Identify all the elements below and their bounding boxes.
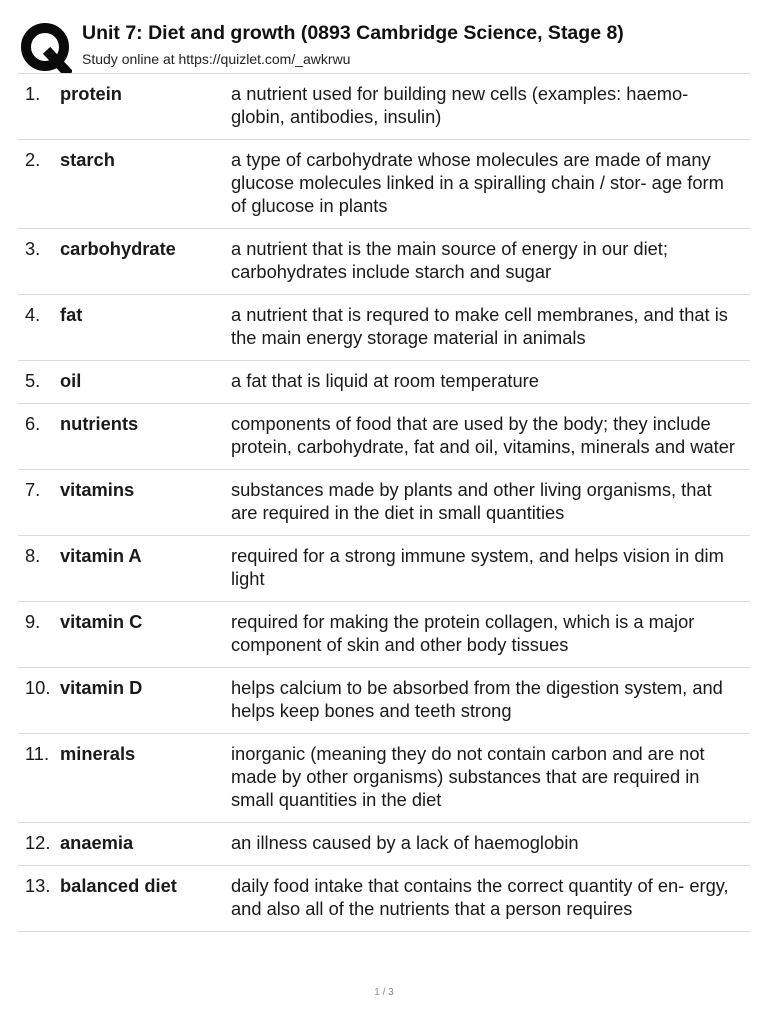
term-definition: substances made by plants and other living organisms, that are required in the diet in small quantities: [231, 479, 712, 523]
term-number: 7.: [25, 479, 41, 500]
term-word: minerals: [60, 743, 136, 764]
term-definition: required for a strong immune system, and helps vision in dim light: [231, 545, 724, 589]
term-number: 8.: [25, 545, 41, 566]
term-number: 9.: [25, 611, 41, 632]
page-title: Unit 7: Diet and growth (0893 Cambridge Science, Stage 8): [82, 22, 624, 44]
term-number: 4.: [25, 304, 41, 325]
term-row: [18, 361, 750, 404]
term-word: nutrients: [60, 413, 139, 434]
term-definition: an illness caused by a lack of haemoglobin: [231, 832, 579, 853]
term-row: [18, 140, 750, 229]
term-list: [18, 73, 750, 932]
term-definition: required for making the protein collagen, which is a major component of skin and other body tissues: [231, 611, 695, 655]
term-row: [18, 866, 750, 932]
term-word: starch: [60, 149, 115, 170]
term-word: protein: [60, 83, 122, 104]
term-number: 11.: [25, 743, 50, 764]
term-definition: a fat that is liquid at room temperature: [231, 370, 539, 391]
term-word: vitamin D: [60, 677, 143, 698]
study-online-link[interactable]: Study online at https://quizlet.com/_awkrwu: [82, 51, 351, 67]
term-number: 2.: [25, 149, 41, 170]
term-word: vitamins: [60, 479, 135, 500]
term-number: 5.: [25, 370, 41, 391]
term-row: [18, 823, 750, 866]
term-row: [18, 404, 750, 470]
term-number: 1.: [25, 83, 41, 104]
term-definition: daily food intake that contains the correct quantity of en- ergy, and also all of the nutrients that a person requires: [231, 875, 729, 919]
term-row: [18, 602, 750, 668]
term-definition: helps calcium to be absorbed from the digestion system, and helps keep bones and teeth strong: [231, 677, 723, 721]
term-row: [18, 470, 750, 536]
page-header: [20, 18, 750, 74]
term-definition: components of food that are used by the body; they include protein, carbohydrate, fat and oil, vitamins, minerals and water: [231, 413, 736, 457]
term-number: 13.: [25, 875, 51, 896]
page-indicator: 1 / 3: [374, 987, 394, 998]
term-word: anaemia: [60, 832, 134, 853]
term-definition: a nutrient used for building new cells (examples: haemo- globin, antibodies, insulin): [231, 83, 689, 127]
term-number: 10.: [25, 677, 51, 698]
term-row: [18, 668, 750, 734]
term-definition: a nutrient that is the main source of energy in our diet; carbohydrates include starch and sugar: [231, 238, 668, 282]
term-row: [18, 74, 750, 140]
term-number: 3.: [25, 238, 41, 259]
term-number: 12.: [25, 832, 51, 853]
term-word: vitamin A: [60, 545, 142, 566]
term-number: 6.: [25, 413, 41, 434]
term-row: [18, 229, 750, 295]
term-definition: a type of carbohydrate whose molecules are made of many glucose molecules linked in a spiralling chain / stor- age form of glucose in plants: [231, 149, 724, 216]
quizlet-q-logo-icon: [20, 21, 72, 73]
term-row: [18, 536, 750, 602]
term-row: [18, 734, 750, 823]
term-word: oil: [60, 370, 82, 391]
term-word: fat: [60, 304, 83, 325]
term-definition: a nutrient that is requred to make cell membranes, and that is the main energy storage material in animals: [231, 304, 728, 348]
term-row: [18, 295, 750, 361]
term-definition: inorganic (meaning they do not contain carbon and are not made by other organisms) substances that are required in small quantities in the diet: [231, 743, 705, 810]
term-word: carbohydrate: [60, 238, 176, 259]
term-word: balanced diet: [60, 875, 177, 896]
term-word: vitamin C: [60, 611, 143, 632]
